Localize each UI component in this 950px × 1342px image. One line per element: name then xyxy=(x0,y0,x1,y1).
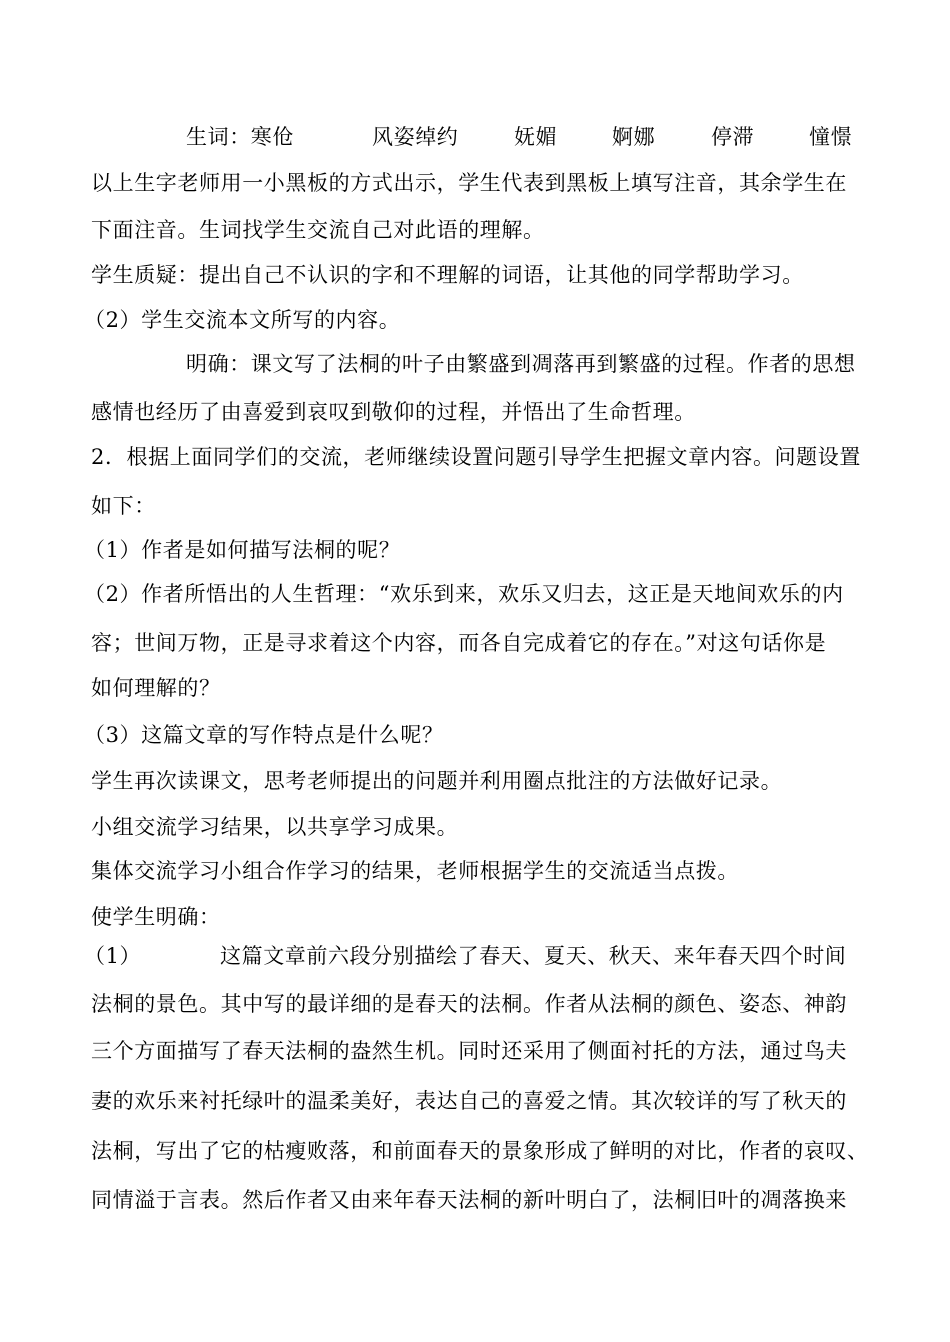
vocab-word: 憧憬 xyxy=(809,125,853,149)
paragraph-line: 明确：课文写了法桐的叶子由繁盛到凋落再到繁盛的过程。作者的思想 xyxy=(186,352,856,376)
paragraph-line: 2．根据上面同学们的交流，老师继续设置问题引导学生把握文章内容。问题设置 xyxy=(91,445,861,469)
paragraph-line: 下面注音。生词找学生交流自己对此语的理解。 xyxy=(91,218,545,242)
paragraph-line: 学生再次读课文，思考老师提出的问题并利用圈点批注的方法做好记录。 xyxy=(91,769,783,793)
vocab-word: 婀娜 xyxy=(612,125,656,149)
paragraph-line: 集体交流学习小组合作学习的结果，老师根据学生的交流适当点拨。 xyxy=(91,859,739,883)
paragraph-line: 以上生字老师用一小黑板的方式出示，学生代表到黑板上填写注音，其余学生在 xyxy=(91,171,847,195)
paragraph-line: 这篇文章前六段分别描绘了春天、夏天、秋天、来年春天四个时间 xyxy=(220,944,847,968)
paragraph-line: （2）作者所悟出的人生哲理：“欢乐到来，欢乐又归去，这正是天地间欢乐的内 xyxy=(84,582,844,606)
paragraph-line: 三个方面描写了春天法桐的盎然生机。同时还采用了侧面衬托的方法，通过鸟夫 xyxy=(91,1039,847,1063)
paragraph-line: 学生质疑：提出自己不认识的字和不理解的词语，让其他的同学帮助学习。 xyxy=(91,263,804,287)
paragraph-line: （2）学生交流本文所写的内容。 xyxy=(84,308,401,332)
vocab-word: 妩媚 xyxy=(514,125,558,149)
vocab-word: 停滞 xyxy=(711,125,755,149)
paragraph-line: 同情溢于言表。然后作者又由来年春天法桐的新叶明白了，法桐旧叶的凋落换来 xyxy=(91,1188,847,1212)
list-marker: （1） xyxy=(84,944,142,968)
paragraph-line: 感情也经历了由喜爱到哀叹到敬仰的过程，并悟出了生命哲理。 xyxy=(91,400,696,424)
vocabulary-line xyxy=(0,124,950,150)
paragraph-line: （3）这篇文章的写作特点是什么呢？ xyxy=(84,723,444,747)
paragraph-line: 小组交流学习结果，以共享学习成果。 xyxy=(91,815,459,839)
vocab-word: 风姿绰约 xyxy=(372,125,459,149)
paragraph-line: 法桐的景色。其中写的最详细的是春天的法桐。作者从法桐的颜色、姿态、神韵 xyxy=(91,992,847,1016)
paragraph-line: 使学生明确： xyxy=(91,905,221,929)
paragraph-line: （1）作者是如何描写法桐的呢？ xyxy=(84,538,401,562)
paragraph-line: 容；世间万物，正是寻求着这个内容，而各自完成着它的存在。”对这句话你是 xyxy=(91,631,827,655)
paragraph-line: 法桐，写出了它的枯瘦败落，和前面春天的景象形成了鲜明的对比，作者的哀叹、 xyxy=(91,1139,869,1163)
paragraph-line: 如下： xyxy=(91,494,156,518)
paragraph-line: 如何理解的？ xyxy=(91,676,221,700)
paragraph-line: 妻的欢乐来衬托绿叶的温柔美好，表达自己的喜爱之情。其次较详的写了秋天的 xyxy=(91,1089,847,1113)
vocab-label: 生词：寒伧 xyxy=(186,125,294,149)
